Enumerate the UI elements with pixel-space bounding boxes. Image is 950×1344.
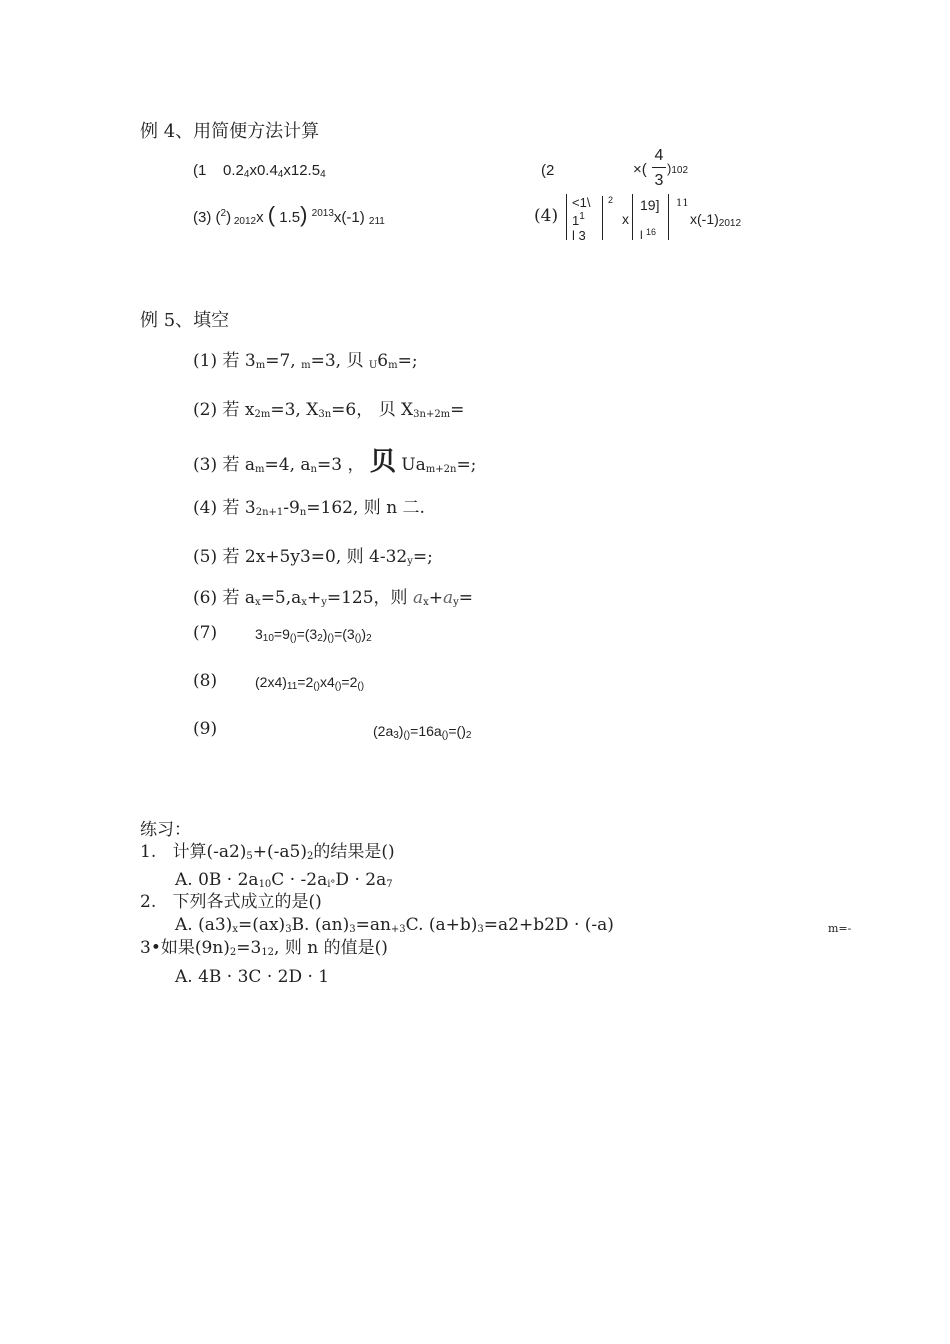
ex5-item-7-label: (7) — [193, 623, 218, 643]
ex4-p4-19: 19] — [640, 197, 660, 213]
ex4-problem-2-times: ×( — [633, 161, 647, 178]
practice-q1-options: A. $0B \cdot 2a_{10}C \cdot -2a_{i^\circ}D \cdot 2a_7$ — [175, 870, 393, 890]
ex5-item-6: (6) 若 $a_x=5,a_x+_y=125$，则 $a_x+a_y=$ — [193, 588, 474, 608]
practice-q2: 2. 下列各式成立的是() — [140, 892, 322, 912]
ex5-item-4: (4) 若 $3_{2n+1}-9_n=162$, 则 n 二. — [193, 498, 425, 518]
ex5-item-1: (1) 若 $3_m=7$, $_m$=3, 贝 $_U6_m=$; — [193, 351, 418, 371]
ex4-p4-cell-3: l 3 — [572, 228, 586, 243]
ex5-item-8: $(2x4)_{11}=2_{()}x4_{()}=2_{()}$ — [255, 674, 365, 692]
ex4-problem-1: (1 $0.2_4x0.4_4x12.5_4$ — [193, 162, 326, 180]
ex4-fraction-numerator: 4 — [654, 147, 664, 164]
practice-q2-tail: m=- — [828, 922, 852, 935]
ex4-p4-tail: $x(-1)_{2012}$ — [690, 211, 742, 229]
fraction-bar — [652, 167, 666, 168]
ex4-p4-exp11: 11 — [676, 198, 689, 209]
ex4-fraction-denominator: 3 — [654, 172, 664, 189]
ex4-p4-sup2: 2 — [608, 195, 614, 205]
ex5-item-5: (5) 若 2x+5y3=0, 则 $4-32_y=$; — [193, 547, 433, 567]
ex5-item-7: $3_{10}=9_{()}=(3_2)_{()}=(3_{()})_2$ — [255, 626, 372, 644]
ex4-problem-3: (3) ($^2$) $_{2012}$x ( 1.5) $^{2013}$x(-1) $_{211}$ — [193, 202, 385, 227]
practice-title: 练习： — [140, 820, 191, 840]
practice-q3-options: A. 4B · 3C · 2D · 1 — [175, 967, 330, 987]
ex4-p4-cell-2: $1^1$ — [572, 211, 585, 228]
ex4-p4-cell-1: <1\ — [572, 195, 591, 210]
ex5-item-9-label: (9) — [193, 719, 218, 739]
practice-q2-options: A. $(a3)_x=(ax)_3B$. $(an)_3=an_{+3}C$. $(a+b)_3=a2+b2D \cdot (-a)$ — [175, 915, 614, 935]
ex4-problem-2-label: (2 — [541, 162, 555, 179]
ex5-item-9: $(2a_3)_{()}=16a_{()}=()_2$ — [373, 723, 472, 741]
ex4-problem-2-close: )102 — [667, 161, 689, 176]
matrix-mid-bar — [602, 196, 603, 240]
practice-q1: 1. 计算$(-a2)_5+(-a5)_2$的结果是() — [140, 842, 395, 862]
ex5-item-8-label: (8) — [193, 671, 218, 691]
ex4-p4-l16: l $^{16}$ — [640, 227, 657, 242]
example-4-title: 例 4、用简便方法计算 — [140, 121, 320, 142]
ex4-p4-x: x — [622, 211, 629, 227]
ex5-item-2: (2) 若 $x_{2m}=3$, $X_{3n}=6$， 贝 $X_{3n+2m}=$ — [193, 400, 465, 420]
matrix-left-bar — [566, 194, 567, 240]
matrix-end-bar — [668, 194, 669, 240]
matrix-right-bar — [632, 194, 633, 240]
practice-q3: 3•如果$(9n)_2=3_{12}$, 则 n 的值是() — [140, 938, 388, 958]
ex4-problem-4-label: (4) — [534, 206, 559, 226]
ex5-item-3: (3) 若 $a_m=4$, $a_n=3$ ， 贝 $Ua_{m+2n}=$; — [193, 447, 477, 477]
example-5-title: 例 5、填空 — [140, 310, 230, 331]
